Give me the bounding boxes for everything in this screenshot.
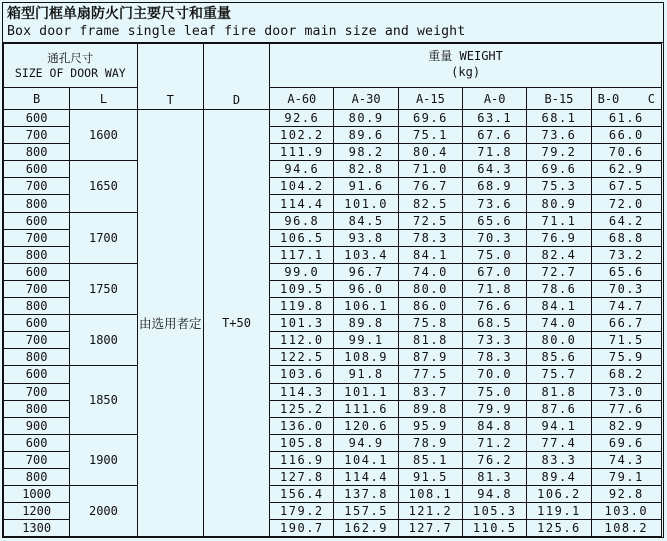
cell-weight: 101.1: [334, 383, 398, 400]
cell-weight: 68.8: [591, 229, 661, 246]
cell-weight: 162.9: [334, 520, 398, 537]
cell-weight: 96.0: [334, 280, 398, 297]
cell-d-merged: T+50: [203, 110, 269, 537]
cell-l: 1750: [70, 263, 137, 314]
grade-header-a15: A-15: [398, 88, 462, 110]
cell-weight: 99.1: [334, 332, 398, 349]
table-body: [4, 110, 662, 537]
table-row: [4, 161, 662, 178]
cell-l: 1800: [70, 315, 137, 366]
cell-weight: 70.3: [463, 229, 527, 246]
table-row: [4, 110, 662, 127]
cell-weight: 78.9: [398, 434, 462, 451]
cell-weight: 79.9: [463, 400, 527, 417]
cell-b: 600: [4, 161, 70, 178]
door-way-header-en: SIZE OF DOOR WAY: [14, 65, 126, 80]
cell-weight: 84.1: [527, 298, 591, 315]
cell-weight: 121.2: [398, 503, 462, 520]
cell-weight: 67.0: [463, 263, 527, 280]
grade-header-a0: A-0: [463, 88, 527, 110]
cell-b: 800: [4, 349, 70, 366]
cell-weight: 93.8: [334, 229, 398, 246]
cell-weight: 79.2: [527, 144, 591, 161]
weight-header-label: 重量 WEIGHT: [428, 49, 503, 63]
cell-weight: 80.9: [334, 110, 398, 127]
cell-weight: 75.0: [463, 383, 527, 400]
cell-weight: 70.6: [591, 144, 661, 161]
cell-weight: 76.2: [463, 451, 527, 468]
cell-b: 600: [4, 315, 70, 332]
cell-weight: 69.6: [591, 434, 661, 451]
cell-weight: 91.6: [334, 178, 398, 195]
cell-l: 1700: [70, 212, 137, 263]
cell-weight: 114.4: [270, 195, 334, 212]
cell-b: 800: [4, 468, 70, 485]
cell-t-merged: 由选用者定: [137, 110, 203, 537]
cell-weight: 94.1: [527, 417, 591, 434]
cell-b: 800: [4, 144, 70, 161]
cell-weight: 106.1: [334, 298, 398, 315]
cell-b: 700: [4, 383, 70, 400]
cell-l: 1900: [70, 434, 137, 485]
cell-weight: 108.9: [334, 349, 398, 366]
cell-weight: 71.8: [463, 144, 527, 161]
cell-weight: 72.0: [591, 195, 661, 212]
cell-weight: 85.1: [398, 451, 462, 468]
cell-weight: 73.6: [463, 195, 527, 212]
cell-weight: 106.2: [527, 486, 591, 503]
cell-weight: 190.7: [270, 520, 334, 537]
cell-weight: 91.5: [398, 468, 462, 485]
cell-weight: 111.6: [334, 400, 398, 417]
cell-weight: 85.6: [527, 349, 591, 366]
cell-weight: 84.5: [334, 212, 398, 229]
cell-weight: 75.0: [463, 246, 527, 263]
cell-weight: 81.8: [398, 332, 462, 349]
cell-weight: 71.5: [591, 332, 661, 349]
cell-weight: 71.2: [463, 434, 527, 451]
cell-weight: 103.6: [270, 366, 334, 383]
title-chinese: 箱型门框单扇防火门主要尺寸和重量: [7, 6, 231, 22]
cell-weight: 65.6: [463, 212, 527, 229]
cell-b: 700: [4, 229, 70, 246]
cell-weight: 68.1: [527, 110, 591, 127]
cell-weight: 127.7: [398, 520, 462, 537]
cell-weight: 125.2: [270, 400, 334, 417]
cell-weight: 74.3: [591, 451, 661, 468]
cell-weight: 110.5: [463, 520, 527, 537]
cell-weight: 65.6: [591, 263, 661, 280]
cell-weight: 82.4: [527, 246, 591, 263]
cell-weight: 92.6: [270, 110, 334, 127]
cell-weight: 156.4: [270, 486, 334, 503]
cell-weight: 81.3: [463, 468, 527, 485]
cell-weight: 82.5: [398, 195, 462, 212]
cell-weight: 77.5: [398, 366, 462, 383]
cell-weight: 80.9: [527, 195, 591, 212]
cell-weight: 75.3: [527, 178, 591, 195]
cell-b: 600: [4, 366, 70, 383]
cell-weight: 68.5: [463, 315, 527, 332]
table-row: [4, 434, 662, 451]
cell-weight: 89.8: [334, 315, 398, 332]
cell-weight: 117.1: [270, 246, 334, 263]
cell-weight: 83.3: [527, 451, 591, 468]
cell-weight: 91.8: [334, 366, 398, 383]
cell-b: 1200: [4, 503, 70, 520]
cell-weight: 70.0: [463, 366, 527, 383]
cell-weight: 136.0: [270, 417, 334, 434]
cell-weight: 111.9: [270, 144, 334, 161]
cell-weight: 108.2: [591, 520, 661, 537]
cell-weight: 67.5: [591, 178, 661, 195]
cell-b: 600: [4, 434, 70, 451]
cell-weight: 108.1: [398, 486, 462, 503]
cell-weight: 75.1: [398, 127, 462, 144]
cell-weight: 80.0: [398, 280, 462, 297]
cell-weight: 114.4: [334, 468, 398, 485]
cell-b: 600: [4, 110, 70, 127]
cell-weight: 73.3: [463, 332, 527, 349]
cell-weight: 120.6: [334, 417, 398, 434]
cell-weight: 74.7: [591, 298, 661, 315]
cell-weight: 86.0: [398, 298, 462, 315]
cell-weight: 79.1: [591, 468, 661, 485]
d-header: D: [203, 44, 269, 110]
cell-weight: 64.3: [463, 161, 527, 178]
cell-weight: 72.5: [398, 212, 462, 229]
cell-weight: 179.2: [270, 503, 334, 520]
cell-weight: 73.2: [591, 246, 661, 263]
cell-weight: 75.7: [527, 366, 591, 383]
cell-weight: 66.0: [591, 127, 661, 144]
t-header: T: [137, 44, 203, 110]
cell-weight: 101.0: [334, 195, 398, 212]
cell-weight: 82.8: [334, 161, 398, 178]
cell-b: 700: [4, 451, 70, 468]
cell-weight: 157.5: [334, 503, 398, 520]
cell-weight: 71.1: [527, 212, 591, 229]
cell-weight: 75.9: [591, 349, 661, 366]
cell-weight: 105.8: [270, 434, 334, 451]
cell-weight: 87.6: [527, 400, 591, 417]
cell-weight: 76.7: [398, 178, 462, 195]
weight-header: [270, 44, 662, 88]
cell-weight: 89.4: [527, 468, 591, 485]
cell-weight: 84.1: [398, 246, 462, 263]
cell-weight: 71.0: [398, 161, 462, 178]
cell-weight: 78.3: [398, 229, 462, 246]
cell-weight: 96.7: [334, 263, 398, 280]
cell-weight: 89.8: [398, 400, 462, 417]
cell-weight: 68.9: [463, 178, 527, 195]
cell-b: 800: [4, 195, 70, 212]
table-row: [4, 486, 662, 503]
cell-weight: 95.9: [398, 417, 462, 434]
cell-weight: 72.7: [527, 263, 591, 280]
cell-b: 700: [4, 280, 70, 297]
cell-weight: 106.5: [270, 229, 334, 246]
cell-weight: 104.2: [270, 178, 334, 195]
cell-b: 600: [4, 212, 70, 229]
title-english: Box door frame single leaf fire door main size and weight: [7, 24, 466, 39]
cell-weight: 78.6: [527, 280, 591, 297]
table-row: [4, 366, 662, 383]
door-way-header: [4, 44, 138, 88]
cell-weight: 80.0: [527, 332, 591, 349]
cell-b: 1300: [4, 520, 70, 537]
grade-header-a60: A-60: [270, 88, 334, 110]
cell-weight: 109.5: [270, 280, 334, 297]
cell-weight: 61.6: [591, 110, 661, 127]
cell-l: 1650: [70, 161, 137, 212]
door-way-header-cn: 通孔尺寸: [47, 50, 94, 65]
weight-unit: (kg): [451, 65, 481, 79]
cell-b: 700: [4, 332, 70, 349]
cell-weight: 122.5: [270, 349, 334, 366]
cell-weight: 77.6: [591, 400, 661, 417]
cell-weight: 81.8: [527, 383, 591, 400]
cell-weight: 96.8: [270, 212, 334, 229]
cell-weight: 77.4: [527, 434, 591, 451]
cell-weight: 76.6: [463, 298, 527, 315]
grade-header-b0: B-0: [597, 91, 620, 106]
cell-weight: 76.9: [527, 229, 591, 246]
cell-b: 600: [4, 263, 70, 280]
title-bar: [3, 3, 663, 43]
cell-weight: 105.3: [463, 503, 527, 520]
cell-weight: 78.3: [463, 349, 527, 366]
spec-sheet: [2, 2, 664, 538]
cell-weight: 103.4: [334, 246, 398, 263]
cell-l: 1600: [70, 110, 137, 161]
grade-header-b0-c: [591, 88, 661, 110]
cell-weight: 119.1: [527, 503, 591, 520]
cell-weight: 119.8: [270, 298, 334, 315]
cell-weight: 66.7: [591, 315, 661, 332]
cell-weight: 89.6: [334, 127, 398, 144]
cell-weight: 98.2: [334, 144, 398, 161]
cell-l: 1850: [70, 366, 137, 434]
size-weight-table: [3, 43, 662, 537]
cell-weight: 114.3: [270, 383, 334, 400]
cell-weight: 63.1: [463, 110, 527, 127]
grade-header-b15: B-15: [527, 88, 591, 110]
cell-weight: 87.9: [398, 349, 462, 366]
table-row: [4, 315, 662, 332]
cell-weight: 127.8: [270, 468, 334, 485]
cell-weight: 62.9: [591, 161, 661, 178]
cell-weight: 94.6: [270, 161, 334, 178]
cell-weight: 103.0: [591, 503, 661, 520]
cell-weight: 125.6: [527, 520, 591, 537]
cell-weight: 83.7: [398, 383, 462, 400]
cell-weight: 73.6: [527, 127, 591, 144]
cell-weight: 102.2: [270, 127, 334, 144]
cell-b: 800: [4, 246, 70, 263]
l-column-header: L: [70, 88, 137, 110]
cell-weight: 104.1: [334, 451, 398, 468]
cell-weight: 137.8: [334, 486, 398, 503]
cell-weight: 101.3: [270, 315, 334, 332]
cell-b: 900: [4, 417, 70, 434]
cell-weight: 99.0: [270, 263, 334, 280]
cell-b: 700: [4, 178, 70, 195]
cell-weight: 92.8: [591, 486, 661, 503]
cell-b: 1000: [4, 486, 70, 503]
cell-weight: 69.6: [398, 110, 462, 127]
cell-b: 800: [4, 298, 70, 315]
grade-header-a30: A-30: [334, 88, 398, 110]
cell-weight: 94.9: [334, 434, 398, 451]
b-column-header: B: [4, 88, 70, 110]
cell-weight: 69.6: [527, 161, 591, 178]
cell-weight: 73.0: [591, 383, 661, 400]
cell-b: 800: [4, 400, 70, 417]
cell-weight: 68.2: [591, 366, 661, 383]
cell-l: 2000: [70, 486, 137, 537]
table-row: [4, 263, 662, 280]
cell-weight: 116.9: [270, 451, 334, 468]
table-row: [4, 212, 662, 229]
cell-weight: 112.0: [270, 332, 334, 349]
cell-weight: 94.8: [463, 486, 527, 503]
cell-weight: 74.0: [398, 263, 462, 280]
cell-weight: 80.4: [398, 144, 462, 161]
cell-weight: 64.2: [591, 212, 661, 229]
cell-b: 700: [4, 127, 70, 144]
cell-weight: 82.9: [591, 417, 661, 434]
cell-weight: 67.6: [463, 127, 527, 144]
cell-weight: 70.3: [591, 280, 661, 297]
cell-weight: 74.0: [527, 315, 591, 332]
grade-header-c: C: [647, 91, 655, 106]
cell-weight: 71.8: [463, 280, 527, 297]
cell-weight: 75.8: [398, 315, 462, 332]
cell-weight: 84.8: [463, 417, 527, 434]
